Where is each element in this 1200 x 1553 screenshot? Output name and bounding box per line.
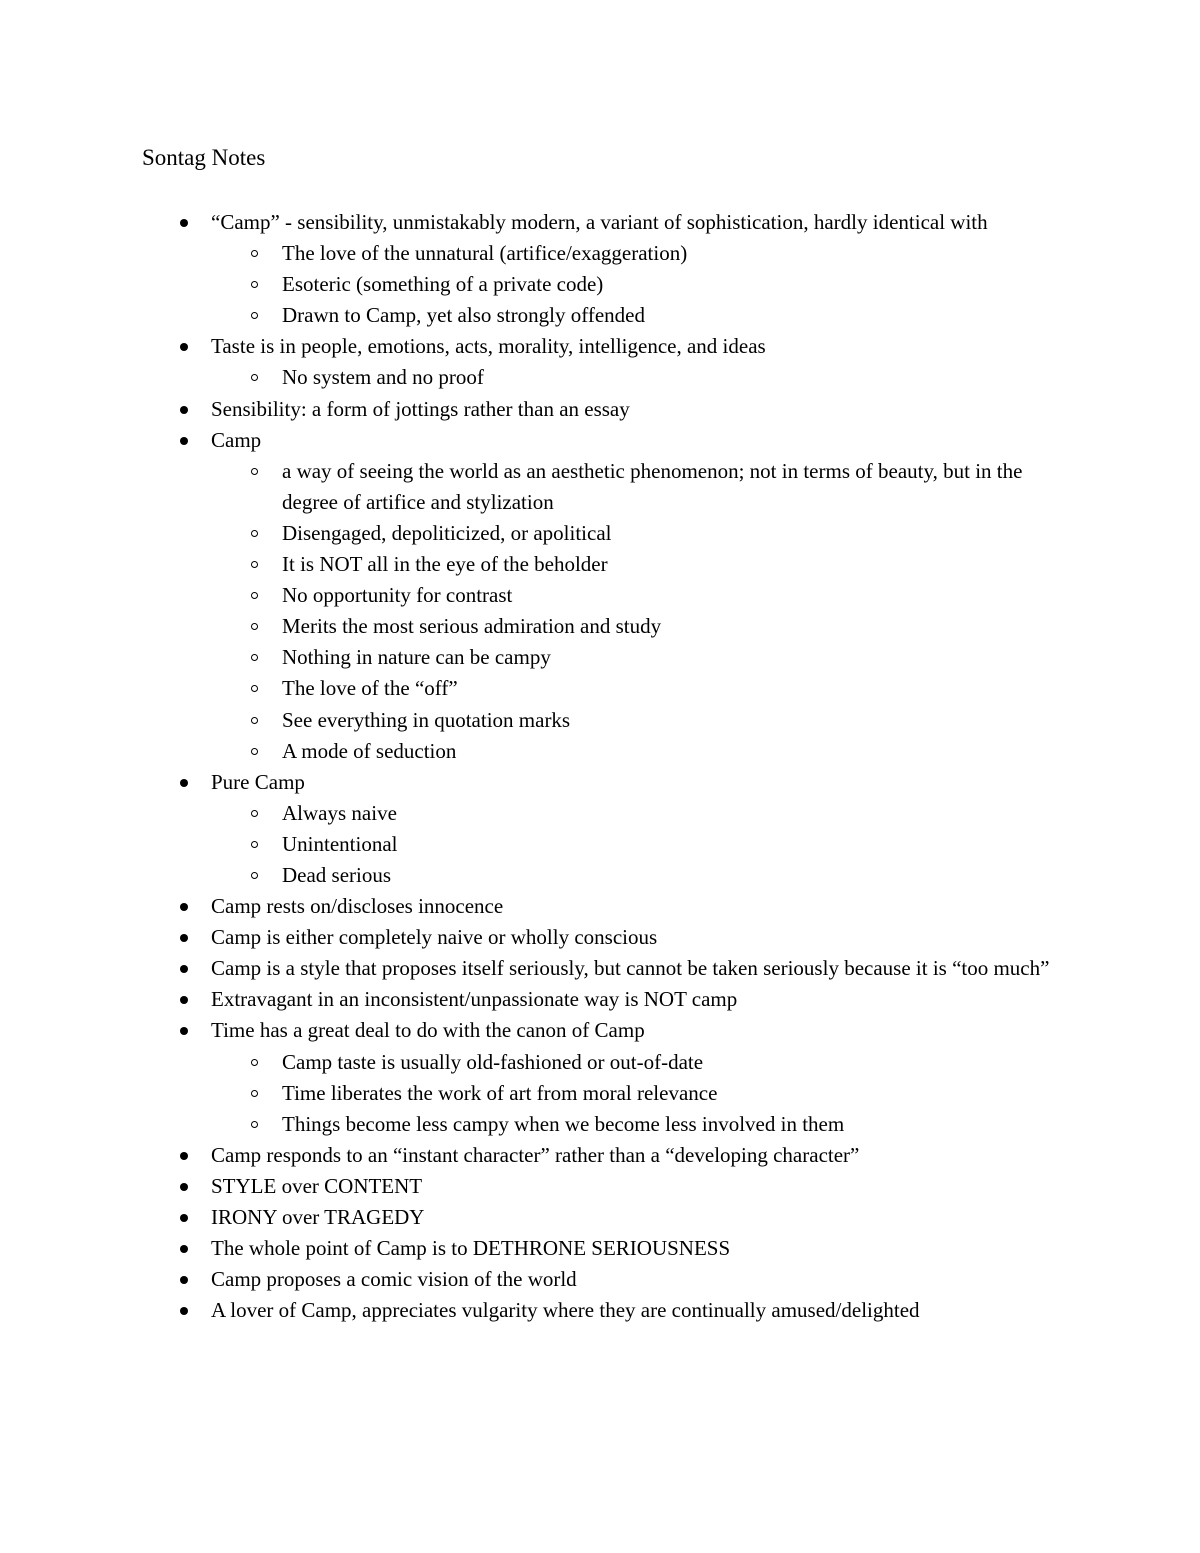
bullet-icon	[180, 965, 188, 973]
list-item-text: Camp responds to an “instant character” rather than a “developing character”	[211, 1142, 860, 1167]
sub-list-item-text: Always naive	[282, 800, 397, 825]
circle-bullet-icon	[251, 561, 258, 568]
list-item-text: Extravagant in an inconsistent/unpassionate way is NOT camp	[211, 987, 738, 1012]
list-item-text: Time has a great deal to do with the canon of Camp	[211, 1018, 645, 1043]
sub-list-item-text: No system and no proof	[282, 365, 484, 390]
bullet-icon	[180, 1152, 188, 1160]
list-item-text: STYLE over CONTENT	[211, 1173, 423, 1198]
circle-bullet-icon	[251, 281, 258, 288]
sub-list-item	[0, 456, 1200, 518]
sub-list-item	[0, 1109, 1200, 1140]
list-item	[0, 1015, 1200, 1046]
list-item-text: The whole point of Camp is to DETHRONE SERIOUSNESS	[211, 1236, 731, 1261]
sub-list-item	[0, 362, 1200, 393]
list-item	[0, 1233, 1200, 1264]
bullet-icon	[180, 996, 188, 1004]
sub-list-item	[0, 549, 1200, 580]
sub-list-item-text: A mode of seduction	[282, 738, 457, 763]
sub-list-item-text: Things become less campy when we become less involved in them	[282, 1111, 845, 1136]
notes-list	[0, 207, 1200, 1326]
sub-list-item	[0, 611, 1200, 642]
list-item-text: A lover of Camp, appreciates vulgarity where they are continually amused/delighted	[211, 1298, 920, 1323]
page-title: Sontag Notes	[142, 145, 266, 170]
sub-list-item-text: Disengaged, depoliticized, or apolitical	[282, 520, 612, 545]
circle-bullet-icon	[251, 374, 258, 381]
circle-bullet-icon	[251, 841, 258, 848]
sub-list-item	[0, 673, 1200, 704]
circle-bullet-icon	[251, 530, 258, 537]
bullet-icon	[180, 406, 188, 414]
list-item-text: Camp is either completely naive or wholly conscious	[211, 925, 658, 950]
circle-bullet-icon	[251, 685, 258, 692]
list-item-text: Pure Camp	[211, 769, 305, 794]
sub-list-item-text: Esoteric (something of a private code)	[282, 272, 604, 297]
bullet-icon	[180, 934, 188, 942]
bullet-icon	[180, 343, 188, 351]
bullet-icon	[180, 219, 188, 227]
sub-list-item	[0, 1078, 1200, 1109]
sub-list-item-text: Dead serious	[282, 862, 392, 887]
list-item-text: Sensibility: a form of jottings rather than an essay	[211, 396, 630, 421]
circle-bullet-icon	[251, 748, 258, 755]
bullet-icon	[180, 1214, 188, 1222]
list-item	[0, 891, 1200, 922]
list-item-text: Camp proposes a comic vision of the world	[211, 1267, 577, 1292]
list-item-text: “Camp” - sensibility, unmistakably modern, a variant of sophistication, hardly identical with	[211, 210, 988, 234]
list-item	[0, 425, 1200, 456]
list-item	[0, 1140, 1200, 1171]
circle-bullet-icon	[251, 810, 258, 817]
circle-bullet-icon	[251, 1059, 258, 1066]
list-item	[0, 922, 1200, 953]
sub-list-item-text: No opportunity for contrast	[282, 583, 513, 608]
sub-list-item-text: Drawn to Camp, yet also strongly offended	[282, 303, 645, 328]
list-item-text: IRONY over TRAGEDY	[211, 1205, 425, 1229]
sub-list-item	[0, 300, 1200, 331]
list-item	[0, 953, 1200, 984]
list-item	[0, 1171, 1200, 1202]
circle-bullet-icon	[251, 250, 258, 257]
list-item-text: Camp rests on/discloses innocence	[211, 894, 504, 919]
circle-bullet-icon	[251, 623, 258, 630]
sub-list-item-text: a way of seeing the world as an aesthetic phenomenon; not in terms of beauty, but in the degree of artifice and stylization	[282, 458, 1023, 514]
sub-list-item-text: Merits the most serious admiration and study	[282, 614, 662, 639]
circle-bullet-icon	[251, 468, 258, 475]
bullet-icon	[180, 1276, 188, 1284]
bullet-icon	[180, 1245, 188, 1253]
circle-bullet-icon	[251, 1090, 258, 1097]
sub-list-item	[0, 269, 1200, 300]
list-item	[0, 1295, 1200, 1326]
sub-list-item-text: Nothing in nature can be campy	[282, 645, 551, 670]
sub-list-item	[0, 705, 1200, 736]
sub-list-item	[0, 518, 1200, 549]
circle-bullet-icon	[251, 654, 258, 661]
bullet-icon	[180, 1183, 188, 1191]
list-item-text: Taste is in people, emotions, acts, morality, intelligence, and ideas	[211, 334, 766, 359]
sub-list-item	[0, 642, 1200, 673]
list-item	[0, 984, 1200, 1015]
list-item-text: Camp is a style that proposes itself seriously, but cannot be taken seriously because it is “too much”	[211, 956, 1050, 981]
circle-bullet-icon	[251, 592, 258, 599]
bullet-icon	[180, 437, 188, 445]
bullet-icon	[180, 779, 188, 787]
list-item	[0, 394, 1200, 425]
sub-list-item-text: Time liberates the work of art from moral relevance	[282, 1080, 718, 1105]
sub-list-item	[0, 860, 1200, 891]
bullet-icon	[180, 1307, 188, 1315]
sub-list-item-text: The love of the unnatural (artifice/exaggeration)	[282, 241, 688, 266]
bullet-icon	[180, 903, 188, 911]
sub-list-item	[0, 238, 1200, 269]
circle-bullet-icon	[251, 1121, 258, 1128]
sub-list-item-text: Unintentional	[282, 831, 398, 856]
list-item	[0, 1202, 1200, 1233]
circle-bullet-icon	[251, 717, 258, 724]
list-item	[0, 207, 1200, 238]
list-item	[0, 1264, 1200, 1295]
list-item-text: Camp	[211, 427, 262, 452]
sub-list-item	[0, 1047, 1200, 1078]
circle-bullet-icon	[251, 312, 258, 319]
list-item	[0, 331, 1200, 362]
sub-list-item-text: It is NOT all in the eye of the beholder	[282, 552, 608, 577]
sub-list-item	[0, 829, 1200, 860]
sub-list-item-text: The love of the “off”	[282, 676, 458, 701]
sub-list-item	[0, 736, 1200, 767]
list-item	[0, 767, 1200, 798]
circle-bullet-icon	[251, 872, 258, 879]
sub-list-item	[0, 580, 1200, 611]
sub-list-item-text: See everything in quotation marks	[282, 707, 571, 732]
bullet-icon	[180, 1027, 188, 1035]
sub-list-item-text: Camp taste is usually old-fashioned or out-of-date	[282, 1049, 704, 1074]
sub-list-item	[0, 798, 1200, 829]
